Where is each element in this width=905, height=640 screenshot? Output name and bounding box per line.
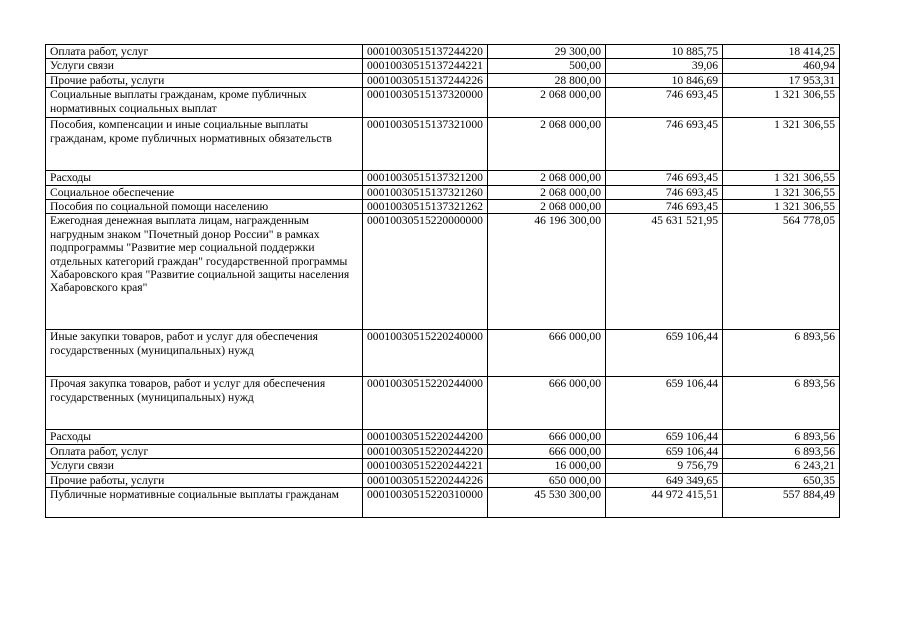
row-name: Услуги связи xyxy=(46,59,363,73)
row-executed: 39,06 xyxy=(606,59,723,73)
row-remaining: 1 321 306,55 xyxy=(723,118,840,171)
row-code: 00010030515137321262 xyxy=(363,200,488,214)
row-planned: 666 000,00 xyxy=(488,377,606,430)
row-executed: 659 106,44 xyxy=(606,377,723,430)
row-name: Прочие работы, услуги xyxy=(46,73,363,87)
row-planned: 29 300,00 xyxy=(488,45,606,59)
row-name: Услуги связи xyxy=(46,459,363,473)
table-row xyxy=(46,73,840,87)
row-code: 00010030515137320000 xyxy=(363,88,488,118)
row-name: Оплата работ, услуг xyxy=(46,444,363,458)
row-name: Пособия, компенсации и иные социальные выплаты гражданам, кроме публичных нормативных обязательств xyxy=(46,118,363,171)
row-planned: 2 068 000,00 xyxy=(488,200,606,214)
row-remaining: 18 414,25 xyxy=(723,45,840,59)
table-row xyxy=(46,88,840,118)
row-name: Социальные выплаты гражданам, кроме публичных нормативных социальных выплат xyxy=(46,88,363,118)
row-executed: 10 846,69 xyxy=(606,73,723,87)
row-code: 00010030515220244000 xyxy=(363,377,488,430)
table-row xyxy=(46,430,840,444)
row-remaining: 6 893,56 xyxy=(723,444,840,458)
budget-execution-table xyxy=(45,44,840,518)
table-body xyxy=(46,45,840,518)
row-name: Прочая закупка товаров, работ и услуг для обеспечения государственных (муниципальных) нужд xyxy=(46,377,363,430)
row-remaining: 557 884,49 xyxy=(723,488,840,518)
row-name: Иные закупки товаров, работ и услуг для обеспечения государственных (муниципальных) нужд xyxy=(46,330,363,377)
table-row xyxy=(46,185,840,199)
row-code: 00010030515220240000 xyxy=(363,330,488,377)
row-executed: 649 349,65 xyxy=(606,473,723,487)
row-planned: 650 000,00 xyxy=(488,473,606,487)
table-row xyxy=(46,118,840,171)
table-row xyxy=(46,377,840,430)
row-code: 00010030515220244221 xyxy=(363,459,488,473)
row-executed: 746 693,45 xyxy=(606,171,723,185)
row-planned: 2 068 000,00 xyxy=(488,88,606,118)
row-remaining: 1 321 306,55 xyxy=(723,185,840,199)
row-name: Ежегодная денежная выплата лицам, награжденным нагрудным знаком "Почетный донор России" в рамках подпрограммы "Развитие мер социальной поддержки отдельных категорий граждан" государственной программы Хабаровского края "Развитие социальной защиты населения Хабаровского края" xyxy=(46,214,363,330)
row-executed: 746 693,45 xyxy=(606,185,723,199)
row-remaining: 650,35 xyxy=(723,473,840,487)
row-code: 00010030515220310000 xyxy=(363,488,488,518)
row-remaining: 6 893,56 xyxy=(723,377,840,430)
row-planned: 16 000,00 xyxy=(488,459,606,473)
row-code: 00010030515220244220 xyxy=(363,444,488,458)
row-planned: 2 068 000,00 xyxy=(488,118,606,171)
row-planned: 666 000,00 xyxy=(488,430,606,444)
row-name: Пособия по социальной помощи населению xyxy=(46,200,363,214)
row-executed: 659 106,44 xyxy=(606,444,723,458)
row-name: Прочие работы, услуги xyxy=(46,473,363,487)
row-executed: 9 756,79 xyxy=(606,459,723,473)
row-code: 00010030515137244221 xyxy=(363,59,488,73)
row-name: Публичные нормативные социальные выплаты гражданам xyxy=(46,488,363,518)
row-remaining: 564 778,05 xyxy=(723,214,840,330)
row-remaining: 1 321 306,55 xyxy=(723,88,840,118)
row-executed: 659 106,44 xyxy=(606,430,723,444)
row-executed: 746 693,45 xyxy=(606,118,723,171)
table-row xyxy=(46,45,840,59)
table-row xyxy=(46,200,840,214)
row-executed: 659 106,44 xyxy=(606,330,723,377)
row-name: Расходы xyxy=(46,430,363,444)
row-code: 00010030515137244220 xyxy=(363,45,488,59)
row-code: 00010030515137321000 xyxy=(363,118,488,171)
table-row xyxy=(46,459,840,473)
table-row xyxy=(46,488,840,518)
row-name: Оплата работ, услуг xyxy=(46,45,363,59)
row-executed: 746 693,45 xyxy=(606,88,723,118)
row-remaining: 6 893,56 xyxy=(723,330,840,377)
row-executed: 45 631 521,95 xyxy=(606,214,723,330)
row-planned: 2 068 000,00 xyxy=(488,171,606,185)
row-remaining: 17 953,31 xyxy=(723,73,840,87)
row-code: 00010030515137321200 xyxy=(363,171,488,185)
row-remaining: 6 243,21 xyxy=(723,459,840,473)
table-row xyxy=(46,330,840,377)
table-row xyxy=(46,444,840,458)
row-remaining: 460,94 xyxy=(723,59,840,73)
row-planned: 2 068 000,00 xyxy=(488,185,606,199)
table-row xyxy=(46,171,840,185)
row-name: Расходы xyxy=(46,171,363,185)
row-planned: 500,00 xyxy=(488,59,606,73)
table-row xyxy=(46,59,840,73)
row-code: 00010030515220244226 xyxy=(363,473,488,487)
table-row xyxy=(46,473,840,487)
row-executed: 746 693,45 xyxy=(606,200,723,214)
row-code: 00010030515137321260 xyxy=(363,185,488,199)
row-planned: 28 800,00 xyxy=(488,73,606,87)
row-planned: 46 196 300,00 xyxy=(488,214,606,330)
row-remaining: 1 321 306,55 xyxy=(723,200,840,214)
row-code: 00010030515220244200 xyxy=(363,430,488,444)
row-planned: 666 000,00 xyxy=(488,444,606,458)
row-remaining: 1 321 306,55 xyxy=(723,171,840,185)
row-executed: 44 972 415,51 xyxy=(606,488,723,518)
row-executed: 10 885,75 xyxy=(606,45,723,59)
row-code: 00010030515137244226 xyxy=(363,73,488,87)
row-planned: 666 000,00 xyxy=(488,330,606,377)
row-name: Социальное обеспечение xyxy=(46,185,363,199)
table-row xyxy=(46,214,840,330)
row-remaining: 6 893,56 xyxy=(723,430,840,444)
row-code: 00010030515220000000 xyxy=(363,214,488,330)
row-planned: 45 530 300,00 xyxy=(488,488,606,518)
